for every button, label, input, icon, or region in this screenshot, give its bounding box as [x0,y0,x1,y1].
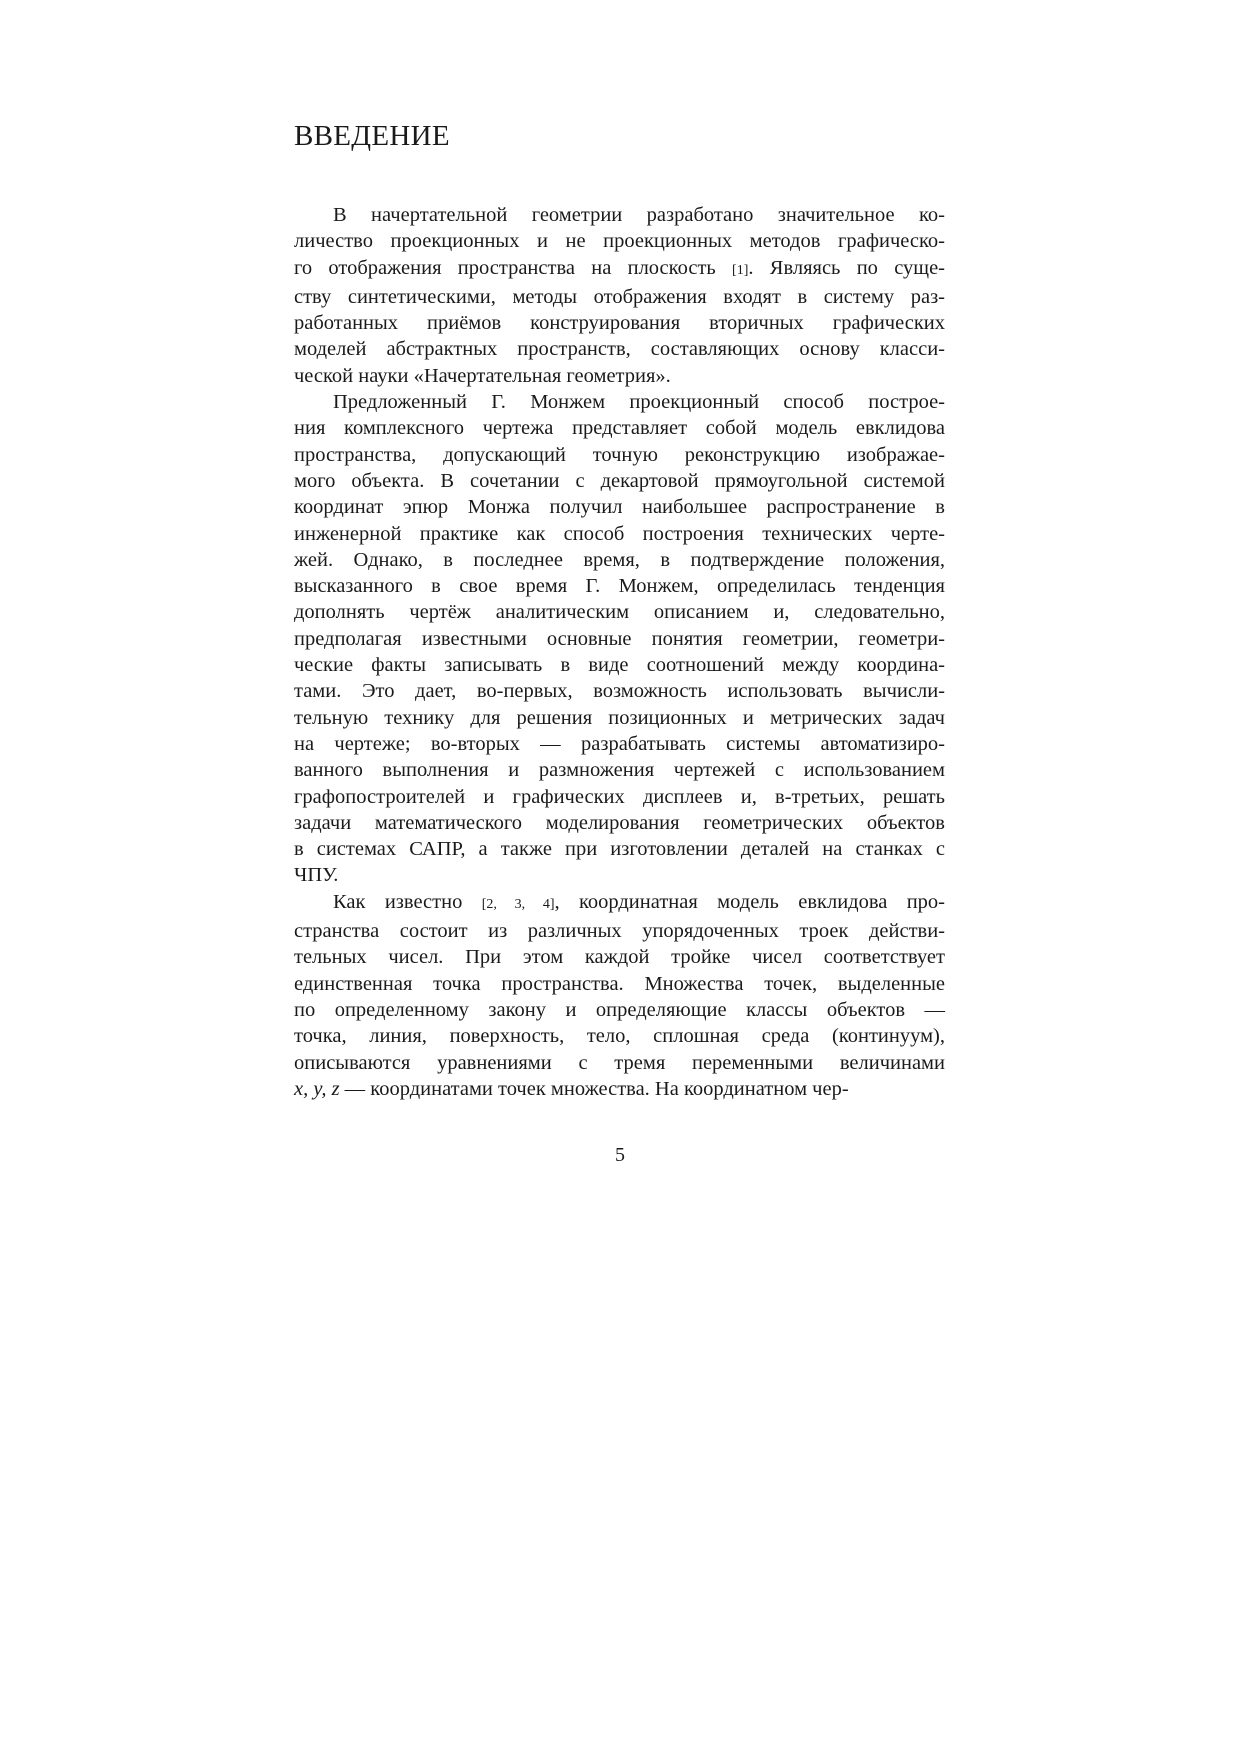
text-line: ческой науки «Начертательная геометрия». [294,364,671,387]
text-line: работанных приёмов конструирования вторичных графических [294,312,945,335]
text-line: по определенному закону и определяющие классы объектов — [294,998,945,1021]
text-line: тами. Это дает, во-первых, возможность использовать вычисли- [294,680,945,703]
text-line: ческие факты записывать в виде соотношений между координа- [294,654,945,677]
text-line: предполагая известными основные понятия геометрии, геометри- [294,627,945,650]
text-line: дополнять чертёж аналитическим описанием и, следовательно, [294,601,945,624]
text-line: на чертеже; во-вторых — разрабатывать системы автоматизиро- [294,732,945,755]
text-line: странства состоит из различных упорядоченных троек действи- [294,920,945,943]
text-line: Предложенный Г. Монжем проекционный способ построе- [333,391,945,414]
text-line: го отображения пространства на плоскость [1]. Являясь по суще- [294,256,945,279]
page-number: 5 [615,1144,625,1166]
text-line: описываются уравнениями с тремя переменными величинами [294,1051,945,1074]
text-line: В начертательной геометрии разработано значительное ко- [333,204,945,226]
text-line: пространства, допускающий точную реконструкцию изображае- [294,443,945,466]
text-line: ству синтетическими, методы отображения входят в систему раз- [294,285,945,308]
text-line: мого объекта. В сочетании с декартовой прямоугольной системой [294,469,945,492]
paragraph-1 [294,202,945,389]
text-line: личество проекционных и не проекционных методов графическо- [294,230,945,253]
text-line: ния комплексного чертежа представляет собой модель евклидова [294,417,945,440]
text-line: точка, линия, поверхность, тело, сплошная среда (континуум), [294,1025,945,1048]
text-line: задачи математического моделирования геометрических объектов [294,811,945,834]
text-line: инженерной практике как способ построения технических черте- [294,522,945,545]
text-line: высказанного в свое время Г. Монжем, определилась тенденция [294,575,945,598]
citation[interactable]: [2, 3, 4] [481,896,555,912]
paragraph-2 [294,389,945,889]
text-line: тельных чисел. При этом каждой тройке чисел соответствует [294,946,945,969]
text-line: единственная точка пространства. Множества точек, выделенные [294,972,945,995]
paragraph-3 [294,889,945,1102]
citation[interactable]: [1] [732,262,749,278]
body-text [294,202,945,1102]
text-line: ЧПУ. [294,864,339,887]
math-variables: x, y, z [294,1077,340,1100]
text-line: графопостроителей и графических дисплеев и, в-третьих, решать [294,785,945,808]
section-heading: ВВЕДЕНИЕ [294,120,450,152]
text-line: жей. Однако, в последнее время, в подтверждение положения, [294,548,945,571]
text-line: координат эпюр Монжа получил наибольшее распространение в [294,496,945,519]
text-line: тельную технику для решения позиционных и метрических задач [294,706,945,729]
text-line: моделей абстрактных пространств, составляющих основу класси- [294,338,945,361]
text-line: Как известно [2, 3, 4], координатная модель евклидова про- [333,890,946,913]
text-line: ванного выполнения и размножения чертежей с использованием [294,759,945,782]
text-line: в системах САПР, а также при изготовлении деталей на станках с [294,838,945,861]
text-line: x, y, z — координатами точек множества. На координатном чер- [294,1077,849,1100]
